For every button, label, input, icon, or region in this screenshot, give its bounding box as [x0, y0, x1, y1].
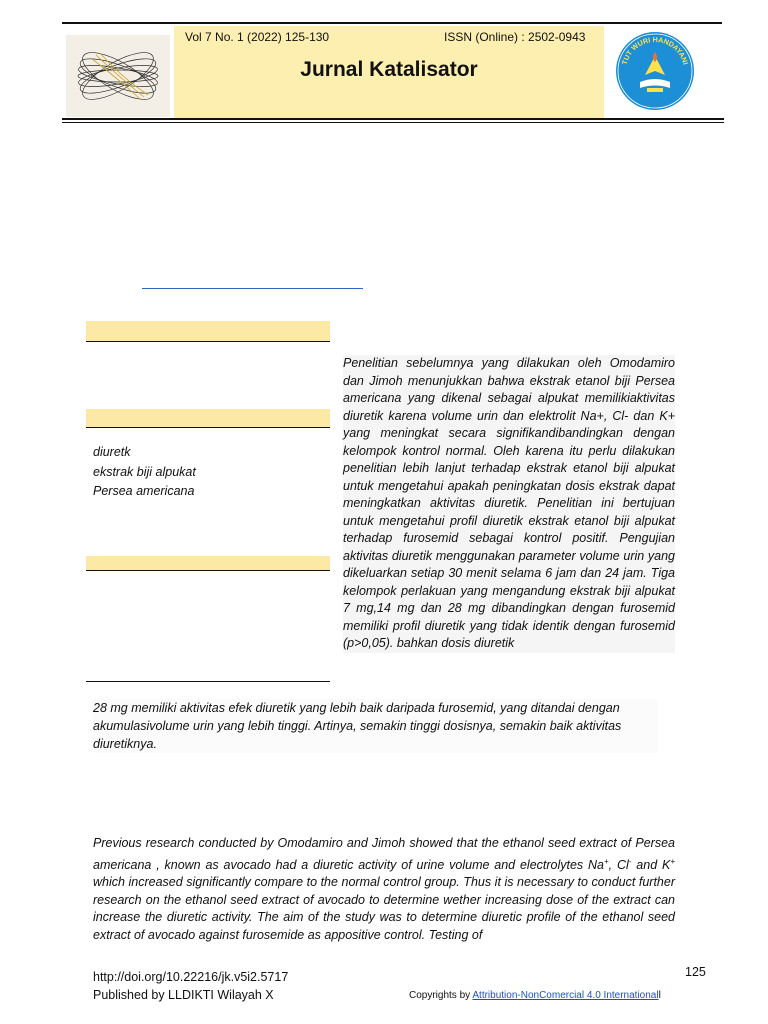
chloride-superscript: -	[628, 856, 632, 866]
abstract-english-part2: which increased significantly compare to the normal control group. Thus it is necessary to conduct further research on the ethanol seed extract of avocado to determine wether increasing dose of the extract can increase the diuretic activity. The aim of the study was to determine diuretic profile of the ethanol seed extract of avocado against furosemide as appositive control. Testing of	[93, 875, 675, 942]
keyword-item: ekstrak biji alpukat	[93, 465, 196, 479]
logo-motto-text: TUT WURI HANDAYANI	[619, 34, 691, 66]
author-email-link[interactable]	[142, 288, 363, 289]
abstract-english-separator: and K	[631, 857, 671, 872]
doi-link[interactable]: http://doi.org/10.22216/jk.v5i2.5717	[93, 970, 289, 984]
keywords-label-bar	[86, 409, 330, 427]
keyword-item: Persea americana	[93, 484, 195, 498]
issn-info: ISSN (Online) : 2502-0943	[444, 30, 586, 44]
keywords-divider	[86, 427, 330, 428]
abstract-indonesian-continued: 28 mg memiliki aktivitas efek diuretik yang lebih baik daripada furosemid, yang ditandai dengan akumulasivolume urin yang lebih tinggi. Artinya, semakin tinggi dosisnya, semakin baik aktivitas diuretiknya.	[93, 699, 658, 753]
section-divider	[86, 570, 330, 571]
sodium-superscript: +	[604, 856, 609, 866]
copyright-prefix: Copyrights by	[409, 990, 473, 1001]
volume-info: Vol 7 No. 1 (2022) 125-130	[185, 30, 330, 44]
page-number: 125	[685, 965, 706, 979]
article-info-divider	[86, 341, 330, 342]
abstract-english-part1: Previous research conducted by Omodamiro and Jimoh showed that the ethanol seed extract of Persea americana , known as avocado had a diuretic activity of urine volume and electrolytes Na	[93, 836, 675, 872]
abstract-english	[93, 835, 675, 944]
license-link[interactable]: Attribution-NonComercial 4.0 International	[472, 990, 659, 1001]
copyright-notice	[409, 990, 661, 1001]
header-bottom-rule	[62, 118, 724, 120]
publisher-text: Published by LLDIKTI Wilayah X	[93, 988, 274, 1002]
copyright-suffix: l	[658, 990, 661, 1001]
journal-title: Jurnal Katalisator	[300, 58, 478, 81]
article-info-label-bar	[86, 321, 330, 341]
abstract-indonesian: Penelitian sebelumnya yang dilakukan oleh Omodamiro dan Jimoh menunjukkan bahwa ekstrak etanol biji Persea americana yang dikenal sebagai alpukat memilikiaktivitas diuretik karena volume urin dan elektrolit Na+, Cl- dan K+ yang meningkat secara signifikandibandingkan dengan kelompok kontrol normal. Oleh karena itu perlu dilakukan penelitian lebih lanjut terhadap ekstrak etanol biji alpukat untuk mengetahui apakah peningkatan dosis ekstrak dapat meningkatkan aktivitas diuretik. Penelitian ini bertujuan untuk mengetahui profil diuretik ekstrak etanol biji alpukat terhadap furosemid sebagai kontrol positif. Pengujian aktivitas diuretik menggunakan parameter volume urin yang dikeluarkan setiap 30 menit selama 6 jam dan 24 jam. Tiga kelompok perlakuan yang mengandung ekstrak biji alpukat 7 mg,14 mg dan 28 mg dibandingkan dengan furosemid memiliki profil diuretik yang tidak identik dengan furosemid (p>0,05). bahkan dosis diuretik	[343, 355, 675, 653]
abstract-english-separator: , Cl	[608, 857, 629, 872]
journal-logo-left	[66, 35, 170, 117]
section-label-bar	[86, 556, 330, 570]
abstract-bottom-divider	[86, 681, 330, 682]
header-bottom-rule-thin	[62, 122, 724, 123]
potassium-superscript: +	[670, 856, 676, 866]
tut-wuri-handayani-logo	[614, 30, 696, 112]
keyword-item: diuretk	[93, 445, 131, 459]
header-top-rule	[62, 22, 722, 24]
